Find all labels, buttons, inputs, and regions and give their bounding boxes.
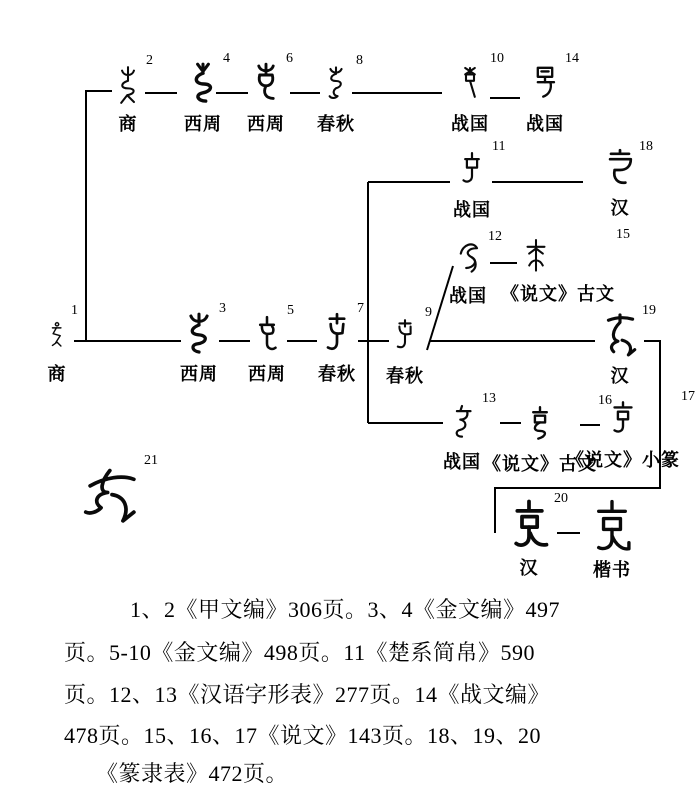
glyph-number: 9 (425, 305, 432, 320)
bracket-top-left (86, 91, 112, 342)
period-label: 商 (47, 364, 67, 384)
ancient-glyph-17-shuowen-xiaozhuan (606, 396, 640, 446)
period-label: 西周 (184, 114, 222, 134)
glyph-number: 18 (639, 139, 653, 154)
ancient-glyph-19-han (599, 310, 641, 362)
glyph-node-19 (599, 303, 656, 387)
period-label: 西周 (180, 364, 218, 384)
ancient-glyph-2-oracle (111, 60, 145, 110)
ancient-glyph-7-springautumn (319, 308, 355, 360)
glyph-node-1 (44, 303, 78, 385)
glyph-node-4 (184, 51, 230, 135)
glyph-number: 4 (223, 51, 230, 66)
glyph-node-21 (81, 453, 158, 534)
ancient-glyph-14-warringstates (527, 58, 563, 110)
citation-line-5: 《篆隶表》472页。 (96, 761, 289, 786)
ancient-glyph-21-cursive (81, 464, 143, 534)
ancient-glyph-11-warringstates (455, 146, 489, 196)
period-label: 春秋 (386, 366, 424, 386)
glyph-node-13 (443, 391, 496, 473)
glyph-number: 21 (144, 453, 158, 468)
glyph-number: 8 (356, 53, 363, 68)
citation-line-4: 478页。15、16、17《说文》143页。18、19、20 (64, 723, 542, 748)
glyph-number: 6 (286, 51, 293, 66)
glyph-number: 15 (616, 227, 630, 242)
period-label: 《说文》小篆 (566, 450, 680, 470)
ancient-glyph-16-shuowen-guwen (523, 400, 557, 450)
period-label: 春秋 (317, 114, 355, 134)
glyph-node-20 (505, 491, 568, 579)
period-label: 汉 (610, 198, 630, 218)
glyph-node-14 (526, 51, 579, 135)
glyph-node-5 (248, 303, 294, 385)
period-label: 西周 (248, 364, 286, 384)
glyph-number: 17 (681, 389, 695, 404)
glyph-number: 16 (598, 393, 612, 408)
glyph-node-17 (566, 389, 695, 471)
period-label: 西周 (247, 114, 285, 134)
period-label: 汉 (610, 366, 630, 386)
glyph-number: 13 (482, 391, 496, 406)
period-label: 战国 (443, 452, 481, 472)
ancient-glyph-3-bronze (181, 308, 217, 360)
ancient-glyph-15-shuowen-guwen (519, 234, 553, 280)
glyph-number: 10 (490, 51, 504, 66)
ancient-glyph-6-bronze (248, 58, 284, 110)
glyph-node-18 (602, 139, 653, 219)
ancient-glyph-4-bronze (185, 58, 221, 110)
period-label: 战国 (453, 200, 491, 220)
period-label: 汉 (519, 558, 539, 578)
ancient-glyph-18-han (602, 146, 638, 194)
period-label: 《说文》古文 (501, 284, 615, 304)
glyph-number: 11 (492, 139, 506, 154)
glyph-number: 5 (287, 303, 294, 318)
glyph-number: 12 (488, 229, 502, 244)
glyph-number: 7 (357, 301, 364, 316)
glyph-node-3 (180, 301, 226, 385)
period-label: 楷书 (593, 560, 631, 580)
ancient-glyph-13-warringstates (445, 398, 479, 448)
citation-line-1: 1、2《甲文编》306页。3、4《金文编》497 (130, 597, 561, 622)
period-label: 《说文》古文 (483, 454, 597, 474)
glyph-node-10 (451, 51, 504, 135)
glyph-node-11 (453, 139, 506, 221)
citation-line-2: 页。5-10《金文编》498页。11《楚系简帛》590 (64, 640, 536, 665)
period-label: 春秋 (318, 364, 356, 384)
glyph-number: 3 (219, 301, 226, 316)
period-label: 战国 (526, 114, 564, 134)
period-label: 战国 (449, 286, 487, 306)
glyph-node-8 (317, 53, 363, 135)
ancient-glyph-10-warringstates (454, 58, 486, 110)
glyph-number: 2 (146, 53, 153, 68)
glyph-node-6 (247, 51, 293, 135)
glyph-node-15 (457, 227, 630, 305)
glyph-number: 19 (642, 303, 656, 318)
citation-line-3: 页。12、13《汉语字形表》277页。14《战文编》 (64, 682, 551, 707)
glyph-node-kaishu (587, 498, 637, 581)
ancient-glyph-9-springautumn (389, 312, 421, 362)
glyph-node-9 (386, 305, 432, 387)
period-label: 战国 (451, 114, 489, 134)
kaishu-glyph (587, 498, 637, 556)
period-label: 商 (118, 114, 138, 134)
glyph-number: 14 (565, 51, 579, 66)
ancient-glyph-1-oracle (44, 310, 70, 360)
ancient-glyph-20-han (505, 498, 553, 554)
glyph-number: 1 (71, 303, 78, 318)
ancient-glyph-8-springautumn (320, 60, 352, 110)
glyph-node-7 (318, 301, 364, 385)
ancient-glyph-5-bronze (250, 310, 284, 360)
glyph-number: 20 (554, 491, 568, 506)
glyph-node-2 (111, 53, 153, 135)
